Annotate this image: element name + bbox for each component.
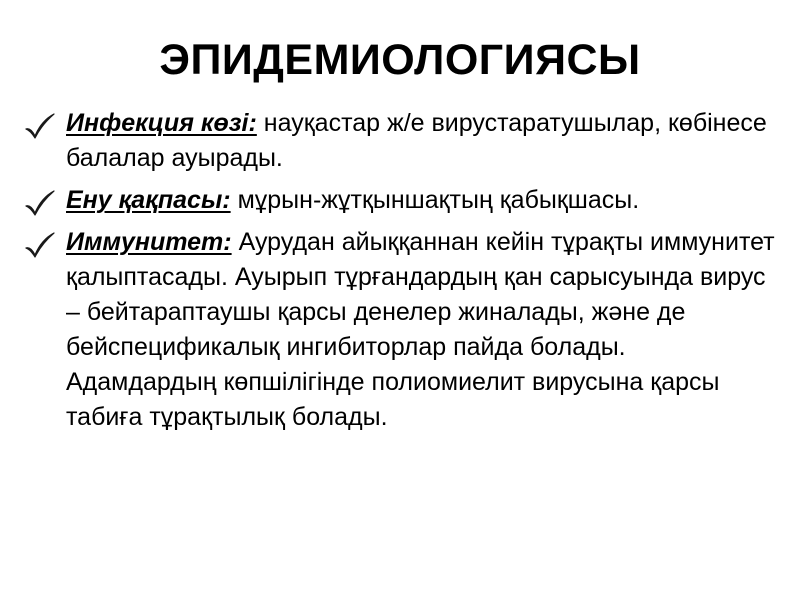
bullet-item-immunity [22, 225, 782, 435]
bullet-item-infection-source [22, 106, 782, 176]
bullet-label: Инфекция көзі: [66, 109, 257, 137]
bullet-text: мұрын-жұтқыншақтың қабықшасы. [237, 186, 640, 214]
bullet-label: Ену қақпасы: [66, 186, 231, 214]
checkmark-icon [24, 189, 56, 217]
bullet-text: Аурудан айыққаннан кейін тұрақты иммунитет қалыптасады. Ауырып тұрғандардың қан сарысуында вирус – бейтараптаушы қарсы денелер жиналады, және де бейспецификалық ингибиторлар пайда болады. Адамдардың көпшілігінде полиомиелит вирусына қарсы табиға тұрақтылық болады. [66, 228, 775, 431]
checkmark-icon [24, 231, 56, 259]
bullet-item-entry-gate [22, 183, 782, 218]
bullet-text: науқастар ж/е вирустаратушылар, көбінесе балалар ауырады. [66, 109, 767, 172]
checkmark-icon [24, 112, 56, 140]
slide-title: ЭПИДЕМИОЛОГИЯСЫ [159, 36, 641, 84]
bullet-list [22, 106, 782, 435]
bullet-label: Иммунитет: [66, 228, 232, 256]
